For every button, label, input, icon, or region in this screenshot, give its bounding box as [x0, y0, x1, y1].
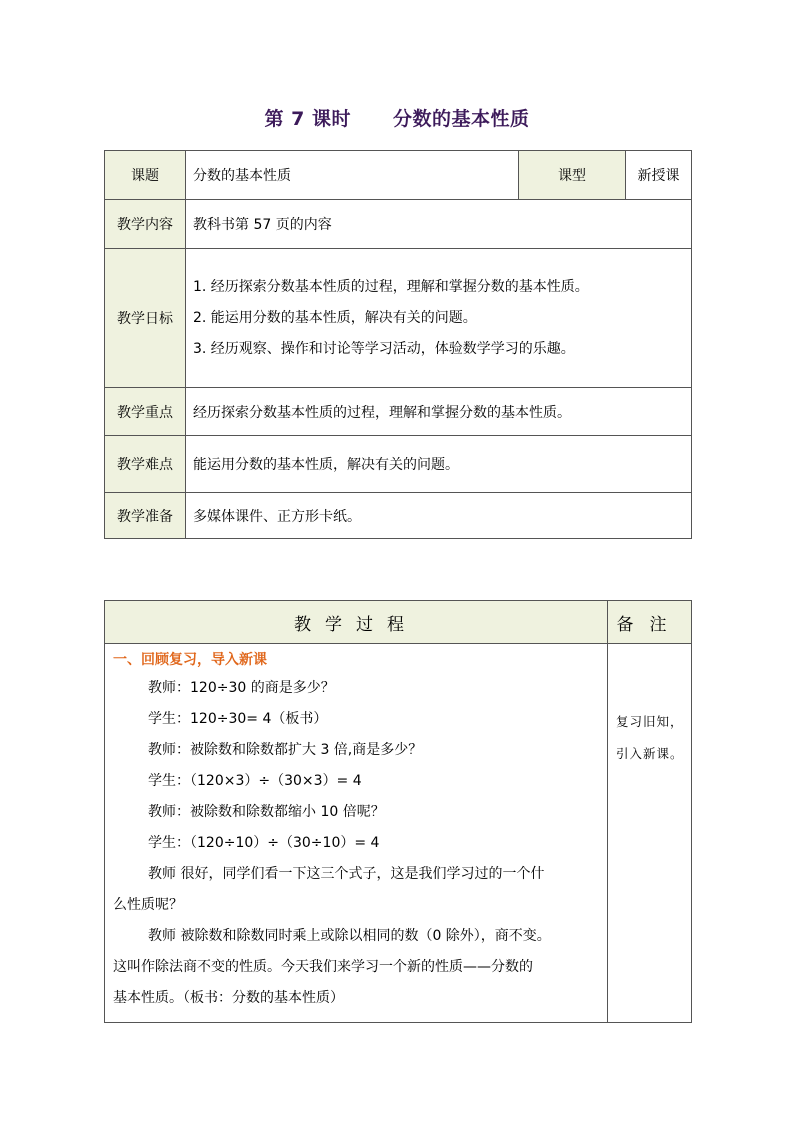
- dialogue-line: 教师：被除数和除数都扩大 3 倍,商是多少？: [148, 742, 423, 758]
- goal-item: 3. 经历观察、操作和讨论等学习活动，体验数学学习的乐趣。: [193, 340, 575, 357]
- prep-label: 教学准备: [105, 493, 186, 539]
- goals-row: [105, 249, 692, 388]
- paragraph-line: 教师 被除数和除数同时乘上或除以相同的数（0 除外），商不变。: [148, 928, 551, 944]
- topic-label: 课题: [105, 151, 186, 200]
- note-line: 复习旧知，: [616, 714, 684, 729]
- topic-row: [105, 151, 692, 200]
- process-content: [105, 644, 608, 1023]
- paragraph-line: 教师 很好，同学们看一下这三个式子，这是我们学习过的一个什: [148, 866, 545, 882]
- key-label: 教学重点: [105, 388, 186, 436]
- content-label: 教学内容: [105, 200, 186, 249]
- type-label: 课型: [519, 151, 626, 200]
- note-line: 引入新课。: [616, 746, 684, 761]
- process-header-row: [105, 601, 692, 644]
- type-value: 新授课: [626, 151, 692, 200]
- process-header: 教学过程: [105, 601, 608, 644]
- topic-value: 分数的基本性质: [186, 151, 519, 200]
- difficulty-value: 能运用分数的基本性质，解决有关的问题。: [186, 436, 692, 493]
- dialogue-line: 学生：（120×3）÷（30×3）= 4: [148, 773, 362, 789]
- content-row: [105, 200, 692, 249]
- goals-list: [186, 249, 692, 388]
- dialogue-line: 教师：被除数和除数都缩小 10 倍呢？: [148, 804, 385, 820]
- difficulty-label: 教学难点: [105, 436, 186, 493]
- process-note: [608, 644, 692, 1023]
- section-heading: 一、回顾复习，导入新课: [113, 652, 267, 668]
- key-value: 经历探索分数基本性质的过程，理解和掌握分数的基本性质。: [186, 388, 692, 436]
- difficulty-row: [105, 436, 692, 493]
- lesson-topic: 分数的基本性质: [392, 108, 530, 130]
- page-title: [0, 104, 794, 131]
- dialogue-line: 学生：120÷30= 4（板书）: [148, 711, 328, 727]
- goals-label: 教学日标: [105, 249, 186, 388]
- paragraph-line: 么性质呢？: [113, 897, 183, 913]
- dialogue-line: 教师：120÷30 的商是多少？: [148, 680, 335, 696]
- process-body-row: [105, 644, 692, 1023]
- lesson-number: 第 7 课时: [264, 108, 351, 130]
- content-value: 教科书第 57 页的内容: [186, 200, 692, 249]
- paragraph-line: 基本性质。（板书：分数的基本性质）: [113, 990, 344, 1006]
- dialogue-line: 学生：（120÷10）÷（30÷10）= 4: [148, 835, 380, 851]
- note-header: 备注: [608, 601, 692, 644]
- paragraph-line: 这叫作除法商不变的性质。今天我们来学习一个新的性质——分数的: [113, 959, 533, 975]
- lesson-info-table: [104, 150, 692, 539]
- prep-row: [105, 493, 692, 539]
- key-row: [105, 388, 692, 436]
- goal-item: 1. 经历探索分数基本性质的过程，理解和掌握分数的基本性质。: [193, 278, 589, 295]
- teaching-process-table: [104, 600, 692, 1023]
- goal-item: 2. 能运用分数的基本性质，解决有关的问题。: [193, 309, 477, 326]
- prep-value: 多媒体课件、正方形卡纸。: [186, 493, 692, 539]
